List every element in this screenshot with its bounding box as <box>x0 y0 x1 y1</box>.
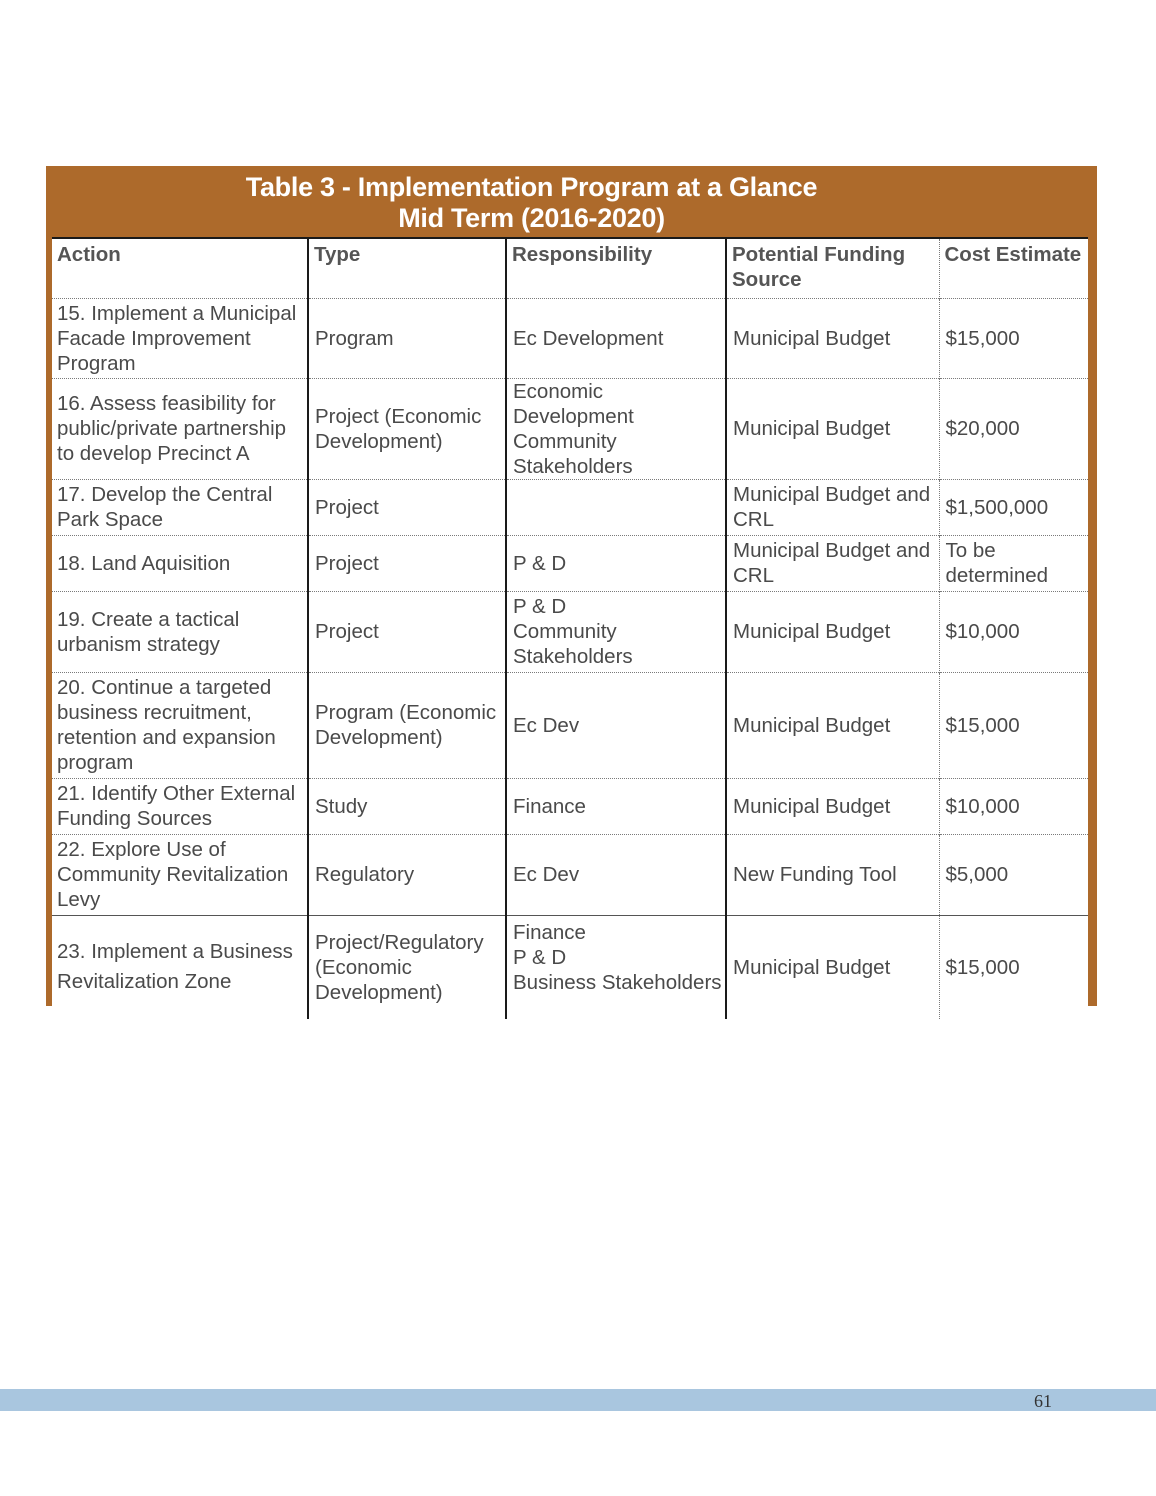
header-funding-source: Potential Funding Source <box>726 238 939 298</box>
cell-action: 22. Explore Use of Community Revitalization Levy <box>52 834 308 915</box>
page-number: 61 <box>1034 1391 1052 1411</box>
cell-funding-source: Municipal Budget and CRL <box>726 479 939 535</box>
cell-action: 20. Continue a targeted business recruitment, retention and expansion program <box>52 672 308 778</box>
header-responsibility: Responsibility <box>506 238 726 298</box>
header-action: Action <box>52 238 308 298</box>
cell-cost-estimate: To be determined <box>939 535 1088 591</box>
cell-type: Project <box>308 479 506 535</box>
cell-cost-estimate: $15,000 <box>939 915 1088 1019</box>
cell-funding-source: Municipal Budget <box>726 298 939 378</box>
table-row <box>52 778 1088 834</box>
cell-cost-estimate: $10,000 <box>939 778 1088 834</box>
table-title-line1: Table 3 - Implementation Program at a Glance <box>245 172 818 202</box>
cell-action: 18. Land Aquisition <box>52 535 308 591</box>
cell-responsibility: Ec Dev <box>506 672 726 778</box>
cell-funding-source: New Funding Tool <box>726 834 939 915</box>
table-title <box>46 172 1097 234</box>
cell-responsibility: Finance P & D Business Stakeholders <box>506 915 726 1019</box>
cell-cost-estimate: $15,000 <box>939 672 1088 778</box>
cell-responsibility: Finance <box>506 778 726 834</box>
cell-funding-source: Municipal Budget <box>726 378 939 479</box>
cell-type: Project (Economic Development) <box>308 378 506 479</box>
cell-responsibility <box>506 479 726 535</box>
cell-type: Regulatory <box>308 834 506 915</box>
header-type: Type <box>308 238 506 298</box>
table-row <box>52 915 1088 1019</box>
table-row <box>52 479 1088 535</box>
cell-funding-source: Municipal Budget <box>726 915 939 1019</box>
cell-action: 19. Create a tactical urbanism strategy <box>52 591 308 672</box>
table-row <box>52 535 1088 591</box>
cell-responsibility: P & D <box>506 535 726 591</box>
cell-action: 17. Develop the Central Park Space <box>52 479 308 535</box>
cell-cost-estimate: $5,000 <box>939 834 1088 915</box>
cell-responsibility: Economic Development Community Stakeholders <box>506 378 726 479</box>
cell-cost-estimate: $1,500,000 <box>939 479 1088 535</box>
cell-funding-source: Municipal Budget <box>726 778 939 834</box>
cell-funding-source: Municipal Budget <box>726 672 939 778</box>
table-title-line2: Mid Term (2016-2020) <box>398 203 665 233</box>
cell-cost-estimate: $20,000 <box>939 378 1088 479</box>
footer-bar <box>0 1389 1156 1411</box>
cell-funding-source: Municipal Budget and CRL <box>726 535 939 591</box>
cell-action: 16. Assess feasibility for public/private partnership to develop Precinct A <box>52 378 308 479</box>
implementation-table-frame <box>46 166 1097 1006</box>
cell-type: Study <box>308 778 506 834</box>
table-row <box>52 298 1088 378</box>
cell-funding-source: Municipal Budget <box>726 591 939 672</box>
cell-cost-estimate: $15,000 <box>939 298 1088 378</box>
cell-cost-estimate: $10,000 <box>939 591 1088 672</box>
table-row <box>52 834 1088 915</box>
cell-type: Project <box>308 535 506 591</box>
table-row <box>52 672 1088 778</box>
table-header-row <box>52 238 1088 298</box>
cell-action: 15. Implement a Municipal Facade Improvement Program <box>52 298 308 378</box>
table-row <box>52 378 1088 479</box>
implementation-table <box>52 237 1088 1019</box>
cell-type: Program <box>308 298 506 378</box>
cell-responsibility: Ec Development <box>506 298 726 378</box>
header-cost-estimate: Cost Estimate <box>939 238 1088 298</box>
cell-action: 21. Identify Other External Funding Sources <box>52 778 308 834</box>
cell-action: 23. Implement a Business Revitalization Zone <box>52 915 308 1019</box>
table-row <box>52 591 1088 672</box>
cell-responsibility: Ec Dev <box>506 834 726 915</box>
cell-type: Program (Economic Development) <box>308 672 506 778</box>
cell-type: Project <box>308 591 506 672</box>
cell-type: Project/Regulatory (Economic Development) <box>308 915 506 1019</box>
cell-responsibility: P & D Community Stakeholders <box>506 591 726 672</box>
